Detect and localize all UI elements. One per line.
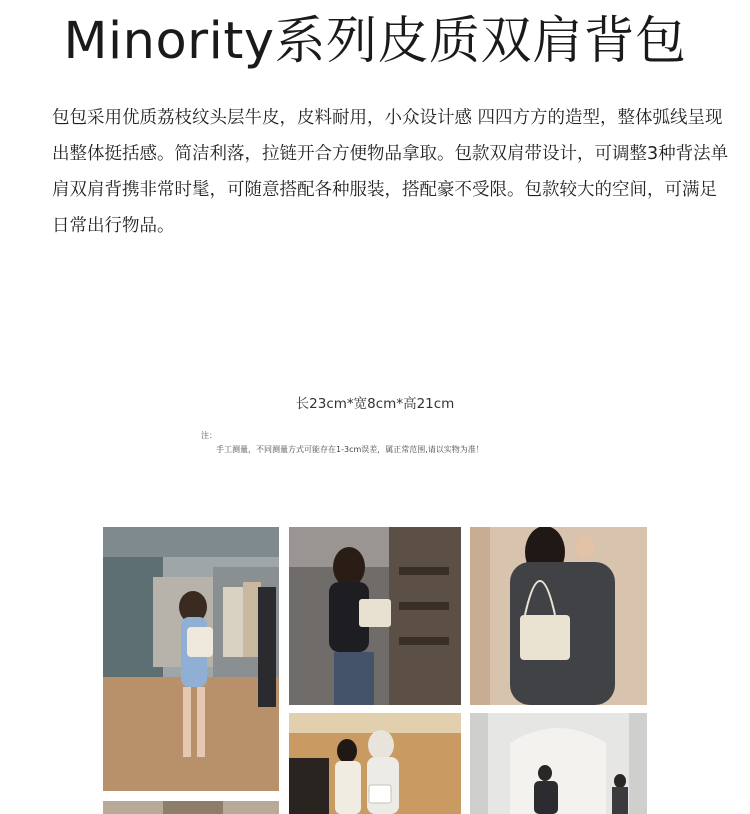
- photo-two-friends: [289, 713, 461, 814]
- photo-white-hallway: [470, 713, 647, 814]
- dimensions-text: 长23cm*宽8cm*高21cm: [295, 396, 455, 412]
- page-title: Minority系列皮质双肩背包: [63, 12, 687, 71]
- photo-partial: [103, 801, 279, 814]
- note-text: 手工测量，不同测量方式可能存在1-3cm误差，属正常范围,请以实物为准！: [216, 445, 484, 454]
- photo-mirror-selfie-shoulder: [289, 527, 461, 705]
- photo-grey-sweater-shoulder: [470, 527, 647, 705]
- note-label: 注：: [201, 431, 217, 440]
- photo-store-backpack: [103, 527, 279, 791]
- product-description: 包包采用优质荔枝纹头层牛皮，皮料耐用，小众设计感 四四方方的造型，整体弧线呈现出整体挺括感。简洁利落，拉链开合方便物品拿取。包款双肩带设计，可调整3种背法单肩双肩背携非常时髦，可随意搭配各种服装，搭配豪不受限。包款较大的空间，可满足日常出行物品。: [52, 108, 729, 236]
